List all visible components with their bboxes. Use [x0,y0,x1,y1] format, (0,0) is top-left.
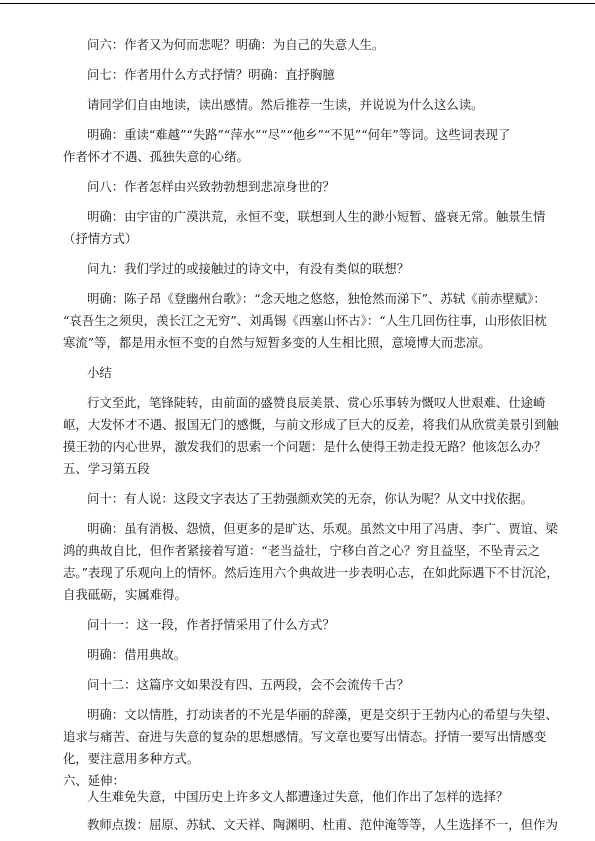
text-line: 问十一：这一段，作者抒情采用了什么方式？ [87,617,335,632]
text-line: 问九：我们学过的或接触过的诗文中，有没有类似的联想？ [87,261,410,276]
text-line: 明确：虽有消极、怨愤，但更多的是旷达、乐观。虽然文中用了冯唐、李广、贾谊、梁 [87,521,558,536]
text-line: 行文至此，笔锋陡转，由前面的盛赞良辰美景、赏心乐事转为慨叹人世艰难、仕途崎 [87,395,546,410]
text-line: 五、学习第五段 [63,461,150,476]
text-line: 明确：陈子昂《登幽州台歌》：“念天地之悠悠，独怆然而涕下”、苏轼《前赤壁赋》： [87,291,546,306]
text-line: 人生难免失意，中国历史上许多文人都遭逢过失意，他们作出了怎样的选择？ [87,789,509,804]
text-line: 自我砥砺，实属难得。 [63,587,187,602]
text-line: 问七：作者用什么方式抒情？明确：直抒胸臆 [87,67,335,82]
text-line: 问六：作者又为何而悲呢？明确：为自己的失意人生。 [87,37,385,52]
top-rule [0,3,595,4]
text-line: 摸王勃的内心世界，激发我们的思索一个问题：是什么使得王勃走投无路？他该怎么办？ [63,439,547,454]
text-line: 明确：借用典故。 [87,647,187,662]
text-line: 问十：有人说：这段文字表达了王勃强颜欢笑的无奈，你认为呢？从文中找依据。 [87,491,534,506]
text-line: 鸿的典故自比，但作者紧接着写道：“老当益壮，宁移白首之心？穷且益坚，不坠青云之 [63,543,541,558]
text-line: 追求与痛苦、奋进与失意的复杂的思想感情。写文章也要写出情态。抒情一要写出情感变 [63,729,547,744]
text-line: 六、延伸： [63,773,125,788]
text-line: 寒流”等，都是用永恒不变的自然与短暂多变的人生相比照，意境博大而悲凉。 [63,335,491,350]
text-line: 问十二：这篇序文如果没有四、五两段，会不会流传千古？ [87,677,410,692]
text-line: “哀吾生之须臾，羡长江之无穷”、刘禹锡《西塞山怀古》：“人生几回伤往事，山形依旧枕 [63,313,547,328]
text-line: 问八：作者怎样由兴致勃勃想到悲凉身世的？ [87,179,335,194]
text-line: 教师点拨：屈原、苏轼、文天祥、陶渊明、杜甫、范仲淹等等，人生选择不一，但作为 [87,817,558,832]
text-line: 化，要注意用多种方式。 [63,751,200,766]
text-line: 明确：文以情胜，打动读者的不光是华丽的辞藻，更是交织于王勃内心的希望与失望、 [87,707,558,722]
text-line: （抒情方式） [63,231,138,246]
text-line: 岖，大发怀才不遇、报国无门的感慨，与前文形成了巨大的反差，将我们从欣赏美景引到触 [63,417,559,432]
text-line: 明确：由宇宙的广漠洪荒，永恒不变，联想到人生的渺小短暂、盛衰无常。触景生情 [87,209,546,224]
text-line: 明确：重读“难越”“失路”“萍水”“尽”“他乡”“不见”“何年”等词。这些词表现了 [87,127,511,142]
text-line: 志。”表现了乐观向上的情怀。然后连用六个典故进一步表明心志，在如此际遇下不甘沉沦， [63,565,559,580]
text-line: 作者怀才不遇、孤独失意的心绪。 [63,149,249,164]
text-line: 请同学们自由地读，读出感情。然后推荐一生读，并说说为什么这么读。 [87,97,484,112]
text-line: 小结 [87,365,112,380]
